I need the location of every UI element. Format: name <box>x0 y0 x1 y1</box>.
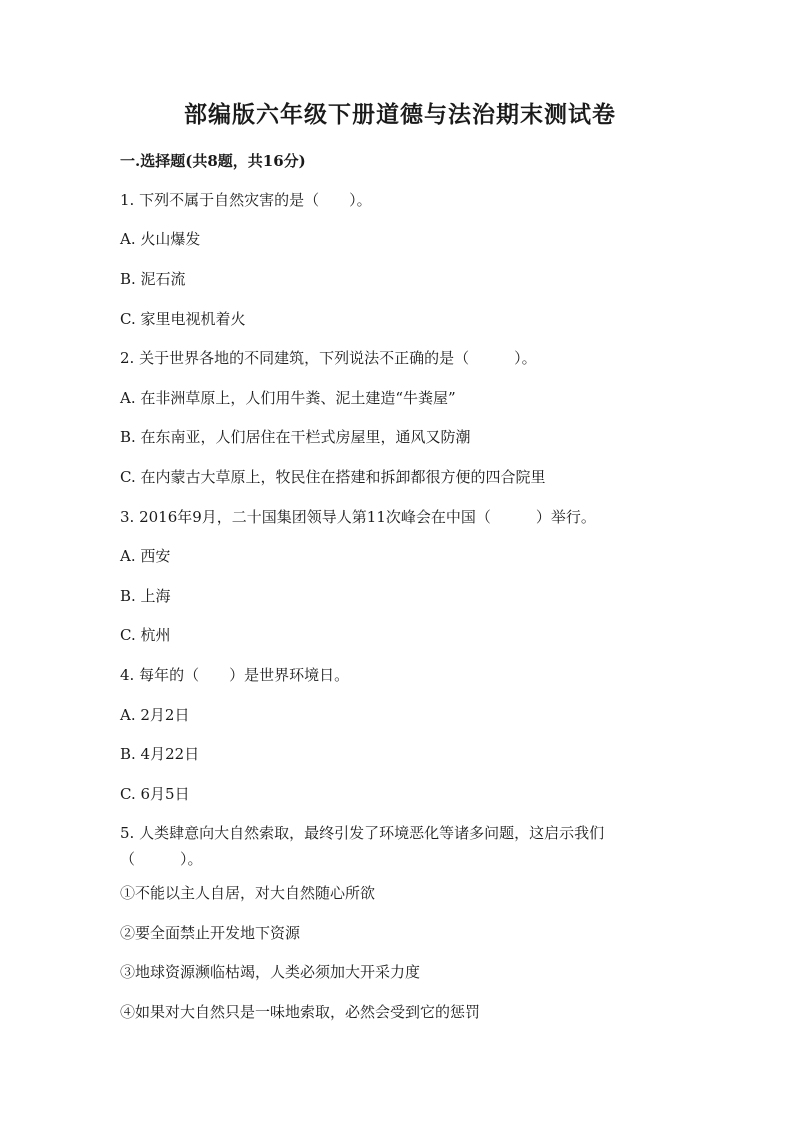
question-5-statement-2: ②要全面禁止开发地下资源 <box>120 924 301 942</box>
question-2-option-c: C. 在内蒙古大草原上，牧民住在搭建和拆卸都很方便的四合院里 <box>120 468 546 486</box>
question-2-option-b: B. 在东南亚，人们居住在干栏式房屋里，通风又防潮 <box>120 428 471 446</box>
question-1-option-c: C. 家里电视机着火 <box>120 310 246 328</box>
question-4-option-a: A. 2月2日 <box>120 706 190 724</box>
question-3-stem: 3. 2016年9月，二十国集团领导人第11次峰会在中国（ ）举行。 <box>120 508 596 526</box>
question-4-option-b: B. 4月22日 <box>120 745 200 763</box>
question-1-stem: 1. 下列不属于自然灾害的是（ ）。 <box>120 191 372 209</box>
question-5-statement-4: ④如果对大自然只是一味地索取，必然会受到它的惩罚 <box>120 1003 481 1021</box>
question-4-stem: 4. 每年的（ ）是世界环境日。 <box>120 666 350 684</box>
section-heading: 一.选择题(共8题，共16分) <box>120 152 306 170</box>
question-5-statement-1: ①不能以主人自居，对大自然随心所欲 <box>120 884 376 902</box>
question-3-option-a: A. 西安 <box>120 547 171 565</box>
document-title: 部编版六年级下册道德与法治期末测试卷 <box>184 101 616 128</box>
question-1-option-b: B. 泥石流 <box>120 270 186 288</box>
question-5-statement-3: ③地球资源濒临枯竭，人类必须加大开采力度 <box>120 963 421 981</box>
question-5-stem: 5. 人类肆意向大自然索取，最终引发了环境恶化等诸多问题，这启示我们（ ）。 <box>120 824 605 868</box>
question-1-option-a: A. 火山爆发 <box>120 230 201 248</box>
question-2-option-a: A. 在非洲草原上，人们用牛粪、泥土建造“牛粪屋” <box>120 389 456 407</box>
question-3-option-b: B. 上海 <box>120 587 171 605</box>
question-2-stem: 2. 关于世界各地的不同建筑，下列说法不正确的是（ ）。 <box>120 349 537 367</box>
question-3-option-c: C. 杭州 <box>120 626 171 644</box>
question-4-option-c: C. 6月5日 <box>120 785 190 803</box>
